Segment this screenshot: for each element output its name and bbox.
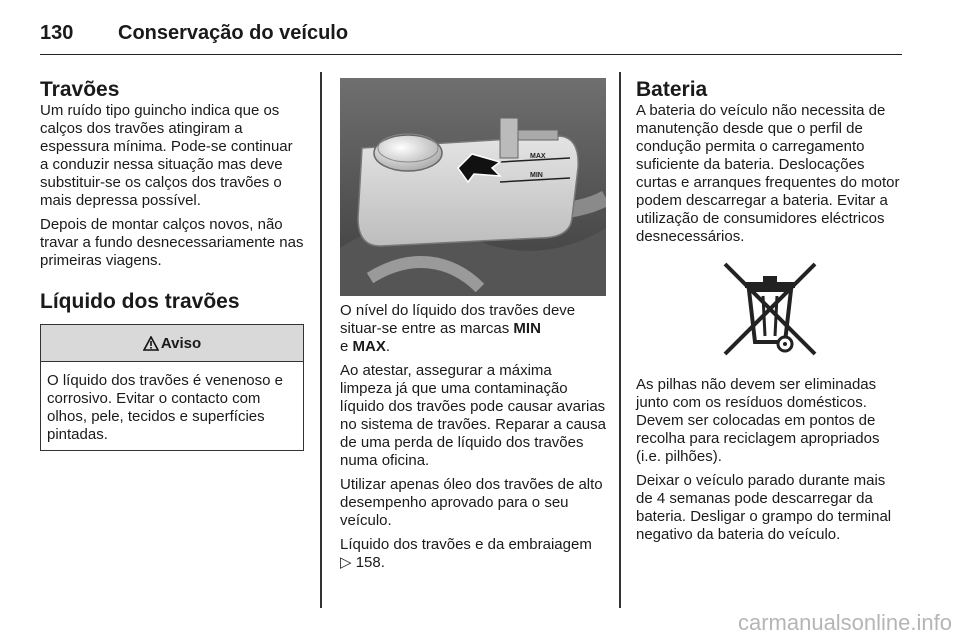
recycle-figure [636, 258, 904, 358]
reservoir-illustration [340, 78, 606, 296]
warning-box [40, 324, 304, 451]
watermark: carmanualsonline.info [737, 610, 952, 635]
warning-triangle-icon [143, 336, 159, 351]
section-title-travoes: Travões [40, 78, 120, 101]
pipe-connector [518, 130, 558, 140]
section-title-brake-fluid: Líquido dos travões [40, 290, 240, 313]
page-number: 130 [40, 22, 74, 44]
pipe-fitting [500, 118, 518, 158]
column-divider-1 [320, 72, 322, 608]
column-divider-2 [619, 72, 621, 608]
min-mark: MIN [530, 172, 543, 179]
column-2 [340, 78, 606, 578]
paragraph-battery-storage: Deixar o veículo parado durante mais de 4 semanas pode descarregar da bateria. Desligar o grampo do terminal negativo da bateria do veículo. [636, 472, 892, 543]
paragraph-level: O nível do líquido dos travões deve situar-se entre as marcas MIN e MAX. [340, 302, 576, 355]
reservoir-cap [374, 135, 442, 171]
warning-text: O líquido dos travões é venenoso e corrosivo. Evitar o contacto com olhos, pele, tecidos e superfícies pintadas. [47, 372, 283, 443]
warning-body [41, 362, 303, 450]
brake-fluid-reservoir-figure [340, 78, 606, 296]
paragraph-approved-oil: Utilizar apenas óleo dos travões de alto desempenho aprovado para o seu veículo. [340, 476, 603, 529]
reference-arrow-icon: ▷ [340, 554, 352, 571]
page-title: Conservação do veículo [118, 22, 349, 44]
crossed-out-bin-icon [715, 258, 825, 358]
max-mark: MAX [530, 153, 546, 160]
paragraph-reference: Líquido dos travões e da embraiagem ▷ 158. [340, 536, 592, 571]
column-1 [40, 78, 304, 451]
warning-header [41, 325, 303, 362]
paragraph-refill: Ao atestar, assegurar a máxima limpeza já que uma contaminação líquido dos travões pode causar avarias no sistema de travões. Reparar a causa de uma perda de líquido dos travões numa oficina. [340, 362, 606, 469]
page-header [40, 14, 902, 55]
warning-label: Aviso [160, 334, 202, 352]
paragraph-brake-noise: Um ruído tipo guincho indica que os calços dos travões atingiram a espessura mínima. Pode-se continuar a conduzir nessa situação mas deve substituir-se os calços dos travões o mais depressa possível. [40, 102, 293, 209]
section-title-bateria: Bateria [636, 78, 708, 101]
paragraph-new-pads: Depois de montar calços novos, não travar a fundo desnecessariamente nas primeiras viagens. [40, 216, 304, 269]
paragraph-battery-maintenance: A bateria do veículo não necessita de manutenção desde que o perfil de condução permita o carregamento suficiente da bateria. Deslocações curtas e arranques frequentes do motor podem descarregar a bateria. Evitar a utilização de consumidores eléctricos desnecessários. [636, 102, 900, 245]
column-3 [636, 78, 904, 550]
paragraph-battery-disposal: As pilhas não devem ser eliminadas junto com os resíduos domésticos. Devem ser colocadas em pontos de recolha para reciclagem apropriados (i.e. pilhões). [636, 376, 880, 465]
